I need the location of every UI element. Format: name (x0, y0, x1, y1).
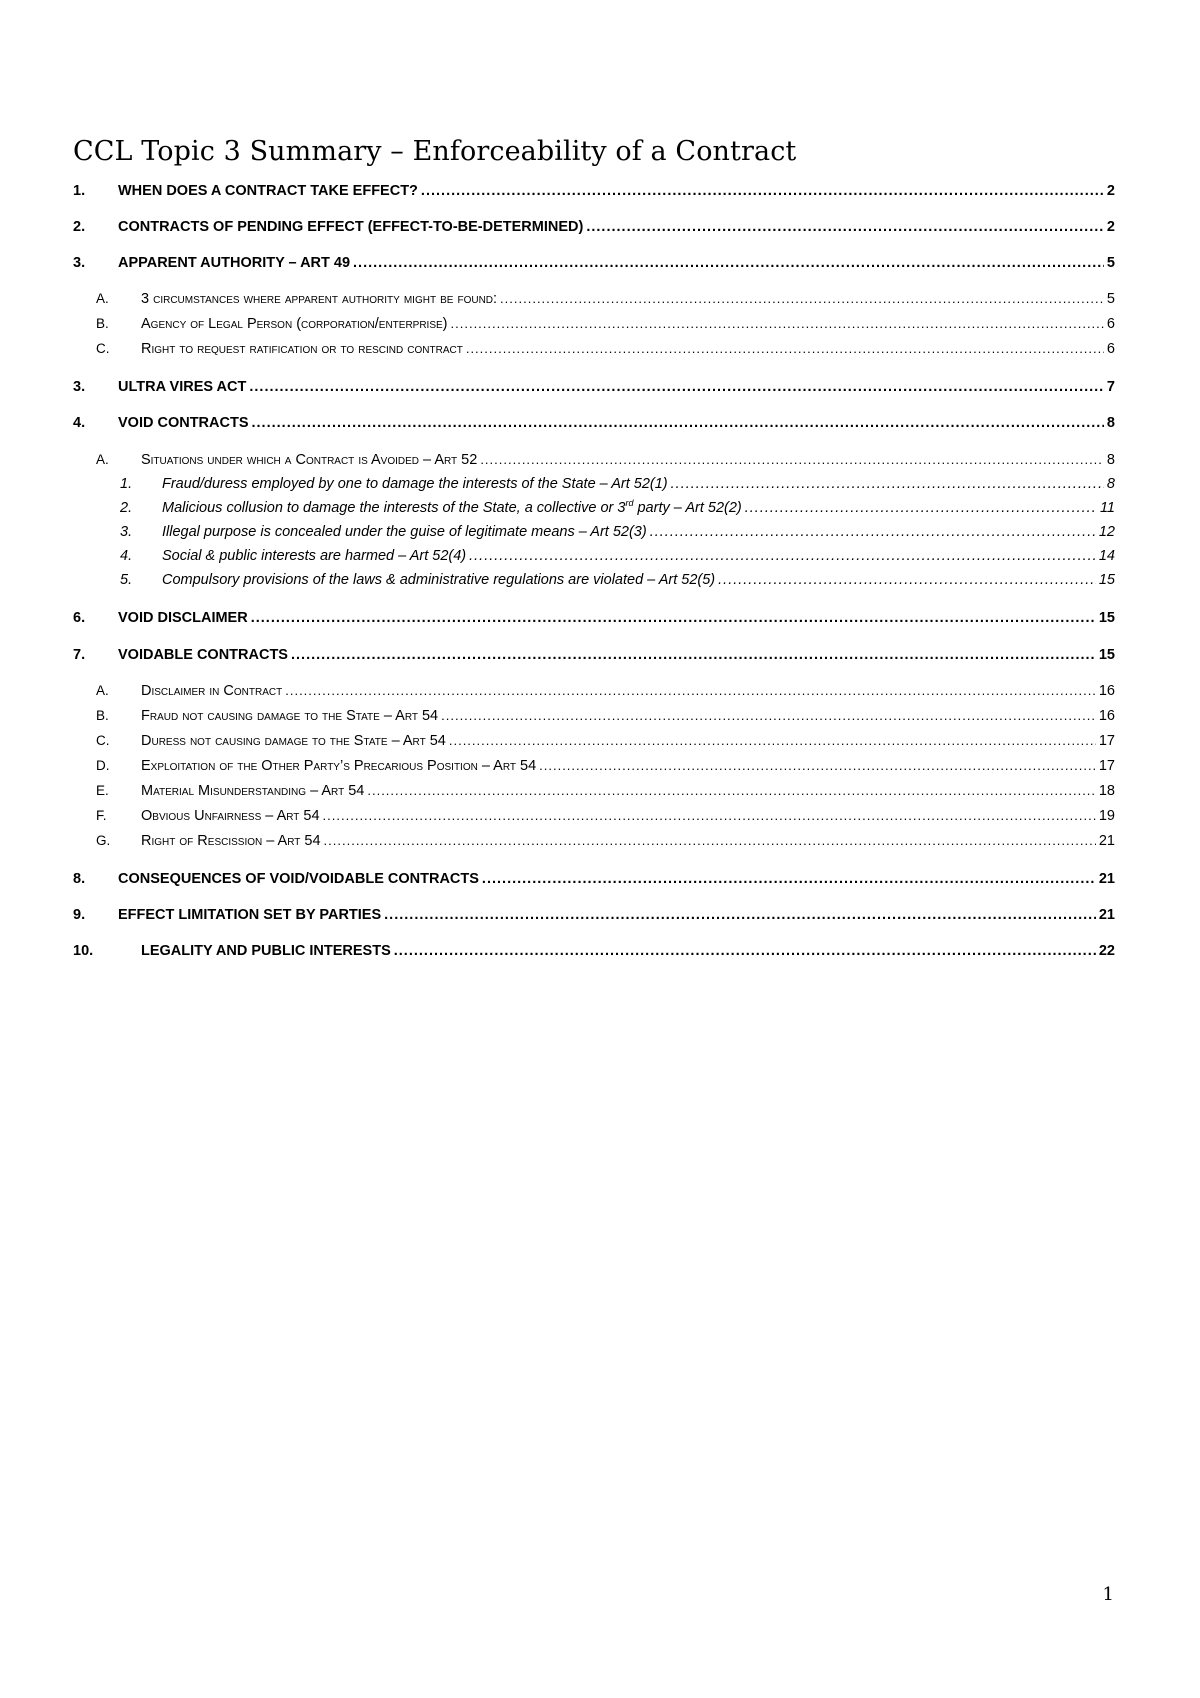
toc-entry[interactable] (73, 412, 1115, 434)
toc-entry-page: 8 (1106, 476, 1115, 492)
toc-entry-label (162, 497, 742, 519)
toc-leader-dots (650, 521, 1096, 543)
toc-entry-label: Obvious Unfairness – Art 54 (141, 808, 320, 824)
toc-entry-number: 8. (73, 871, 86, 887)
toc-entry-page: 21 (1098, 871, 1115, 887)
toc-leader-dots (586, 216, 1104, 238)
toc-entry-number: 9. (73, 907, 86, 923)
toc-entry[interactable] (73, 868, 1115, 890)
toc-leader-dots (441, 705, 1096, 727)
toc-entry-label: APPARENT AUTHORITY – ART 49 (118, 255, 351, 271)
toc-entry-number: 3. (73, 379, 86, 395)
toc-entry-page: 5 (1106, 291, 1115, 307)
toc-leader-dots (367, 780, 1096, 802)
toc-entry-label: VOID DISCLAIMER (118, 610, 248, 626)
toc-subentry[interactable] (96, 338, 1115, 360)
toc-entry-page: 17 (1098, 733, 1115, 749)
toc-entry-page: 18 (1098, 783, 1115, 799)
toc-subsubentry[interactable] (120, 545, 1115, 567)
toc-entry-label: VOID CONTRACTS (118, 415, 249, 431)
toc-leader-dots (291, 644, 1096, 666)
toc-entry[interactable] (73, 252, 1115, 274)
toc-entry-page: 17 (1098, 758, 1115, 774)
toc-entry-label: Right of Rescission – Art 54 (141, 833, 321, 849)
toc-leader-dots (285, 680, 1096, 702)
toc-leader-dots (451, 313, 1104, 335)
toc-leader-dots (539, 755, 1096, 777)
document-title: CCL Topic 3 Summary – Enforceability of a Contract (73, 136, 797, 168)
toc-leader-dots (718, 569, 1096, 591)
toc-entry[interactable] (73, 904, 1115, 926)
page-number: 1 (1102, 1584, 1114, 1605)
toc-entry-number: B. (96, 316, 109, 331)
toc-entry-label: EFFECT LIMITATION SET BY PARTIES (118, 907, 382, 923)
toc-entry-page: 7 (1106, 379, 1115, 395)
toc-entry-number: 10. (73, 943, 94, 959)
toc-entry-page: 6 (1106, 316, 1115, 332)
toc-entry-label: Right to request ratification or to rescind contract (141, 341, 463, 357)
toc-leader-dots (480, 449, 1104, 471)
toc-entry-number: B. (96, 708, 109, 723)
toc-entry-number: 1. (120, 476, 133, 492)
toc-entry-label: Disclaimer in Contract (141, 683, 283, 699)
toc-entry-page: 2 (1106, 183, 1115, 199)
toc-entry-number: G. (96, 833, 111, 848)
toc-subentry[interactable] (96, 730, 1115, 752)
toc-entry[interactable] (73, 376, 1115, 398)
toc-leader-dots (421, 180, 1104, 202)
toc-entry-label: Duress not causing damage to the State – Art 54 (141, 733, 446, 749)
toc-leader-dots (671, 473, 1104, 495)
toc-leader-dots (482, 868, 1096, 890)
toc-entry[interactable] (73, 607, 1115, 629)
toc-entry-page: 8 (1106, 415, 1115, 431)
toc-subentry[interactable] (96, 805, 1115, 827)
toc-subentry[interactable] (96, 830, 1115, 852)
toc-leader-dots (500, 288, 1104, 310)
toc-entry-page: 15 (1098, 610, 1115, 626)
toc-entry-number: A. (96, 683, 109, 698)
toc-entry-number: 5. (120, 572, 133, 588)
toc-entry-label: Situations under which a Contract is Avoided – Art 52 (141, 452, 478, 468)
toc-subentry[interactable] (96, 755, 1115, 777)
toc-leader-dots (469, 545, 1096, 567)
toc-entry-number: 3. (73, 255, 86, 271)
toc-entry[interactable] (73, 216, 1115, 238)
toc-entry[interactable] (73, 180, 1115, 202)
toc-entry-label: LEGALITY AND PUBLIC INTERESTS (141, 943, 391, 959)
toc-entry[interactable] (73, 940, 1115, 962)
toc-entry-number: 6. (73, 610, 86, 626)
toc-entry-page: 21 (1098, 833, 1115, 849)
toc-entry-label: VOIDABLE CONTRACTS (118, 647, 288, 663)
toc-leader-dots (384, 904, 1096, 926)
toc-entry-page: 19 (1098, 808, 1115, 824)
toc-entry-label: Fraud not causing damage to the State – Art 54 (141, 708, 439, 724)
toc-entry-page: 5 (1106, 255, 1115, 271)
toc-entry-page: 8 (1106, 452, 1115, 468)
toc-entry-label: Fraud/duress employed by one to damage the interests of the State – Art 52(1) (162, 476, 668, 492)
toc-entry-number: F. (96, 808, 107, 823)
toc-leader-dots (466, 338, 1104, 360)
toc-entry-label: Social & public interests are harmed – Art 52(4) (162, 548, 467, 564)
toc-entry-page: 15 (1098, 572, 1115, 588)
toc-entry-label: CONSEQUENCES OF VOID/VOIDABLE CONTRACTS (118, 871, 479, 887)
toc-entry-page: 12 (1098, 524, 1115, 540)
toc-entry-label: Illegal purpose is concealed under the guise of legitimate means – Art 52(3) (162, 524, 647, 540)
toc-leader-dots (252, 412, 1104, 434)
toc-subentry[interactable] (96, 313, 1115, 335)
toc-entry-page: 11 (1099, 500, 1115, 516)
toc-leader-dots (324, 830, 1096, 852)
toc-entry-page: 15 (1098, 647, 1115, 663)
toc-entry-label-text: Malicious collusion to damage the interests of the State, a collective or 3 (162, 500, 626, 516)
toc-entry-label: WHEN DOES A CONTRACT TAKE EFFECT? (118, 183, 418, 199)
toc-subsubentry[interactable] (120, 497, 1115, 519)
toc-entry-label: 3 circumstances where apparent authority might be found: (141, 291, 498, 307)
toc-entry-page: 16 (1098, 708, 1115, 724)
toc-entry-page: 2 (1106, 219, 1115, 235)
toc-entry-page: 22 (1098, 943, 1115, 959)
toc-subentry[interactable] (96, 705, 1115, 727)
toc-entry-number: 1. (73, 183, 86, 199)
toc-entry-number: 2. (120, 500, 133, 516)
toc-entry-number: 4. (120, 548, 133, 564)
toc-leader-dots (745, 497, 1097, 519)
toc-entry-label: ULTRA VIRES ACT (118, 379, 247, 395)
toc-entry-label: CONTRACTS OF PENDING EFFECT (EFFECT-TO-BE-DETERMINED) (118, 219, 584, 235)
toc-entry-label-text: party – Art 52(2) (633, 500, 742, 516)
toc-leader-dots (353, 252, 1104, 274)
toc-entry-page: 6 (1106, 341, 1115, 357)
toc-entry-page: 16 (1098, 683, 1115, 699)
toc-subentry[interactable] (96, 680, 1115, 702)
toc-entry-number: 3. (120, 524, 133, 540)
toc-entry-page: 21 (1098, 907, 1115, 923)
ordinal-superscript: rd (625, 498, 634, 509)
toc-entry-label: Exploitation of the Other Party’s Precarious Position – Art 54 (141, 758, 537, 774)
toc-subentry[interactable] (96, 780, 1115, 802)
toc-subsubentry[interactable] (120, 473, 1115, 495)
toc-entry-number: 7. (73, 647, 86, 663)
toc-leader-dots (251, 607, 1096, 629)
toc-leader-dots (323, 805, 1096, 827)
toc-entry-number: D. (96, 758, 110, 773)
toc-entry-page: 14 (1098, 548, 1115, 564)
toc-subentry[interactable] (96, 288, 1115, 310)
toc-entry-number: 4. (73, 415, 86, 431)
toc-leader-dots (394, 940, 1096, 962)
toc-entry-number: E. (96, 783, 109, 798)
toc-entry-label: Compulsory provisions of the laws & administrative regulations are violated – Art 52(5) (162, 572, 716, 588)
toc-entry-number: A. (96, 291, 109, 306)
toc-subsubentry[interactable] (120, 521, 1115, 543)
toc-leader-dots (249, 376, 1104, 398)
toc-entry-number: A. (96, 452, 109, 467)
toc-entry-number: C. (96, 733, 110, 748)
toc-entry[interactable] (73, 644, 1115, 666)
toc-entry-number: 2. (73, 219, 86, 235)
toc-subentry[interactable] (96, 449, 1115, 471)
toc-subsubentry[interactable] (120, 569, 1115, 591)
toc-entry-label: Agency of Legal Person (corporation/enterprise) (141, 316, 448, 332)
toc-leader-dots (449, 730, 1096, 752)
toc-entry-label: Material Misunderstanding – Art 54 (141, 783, 365, 799)
toc-entry-number: C. (96, 341, 110, 356)
